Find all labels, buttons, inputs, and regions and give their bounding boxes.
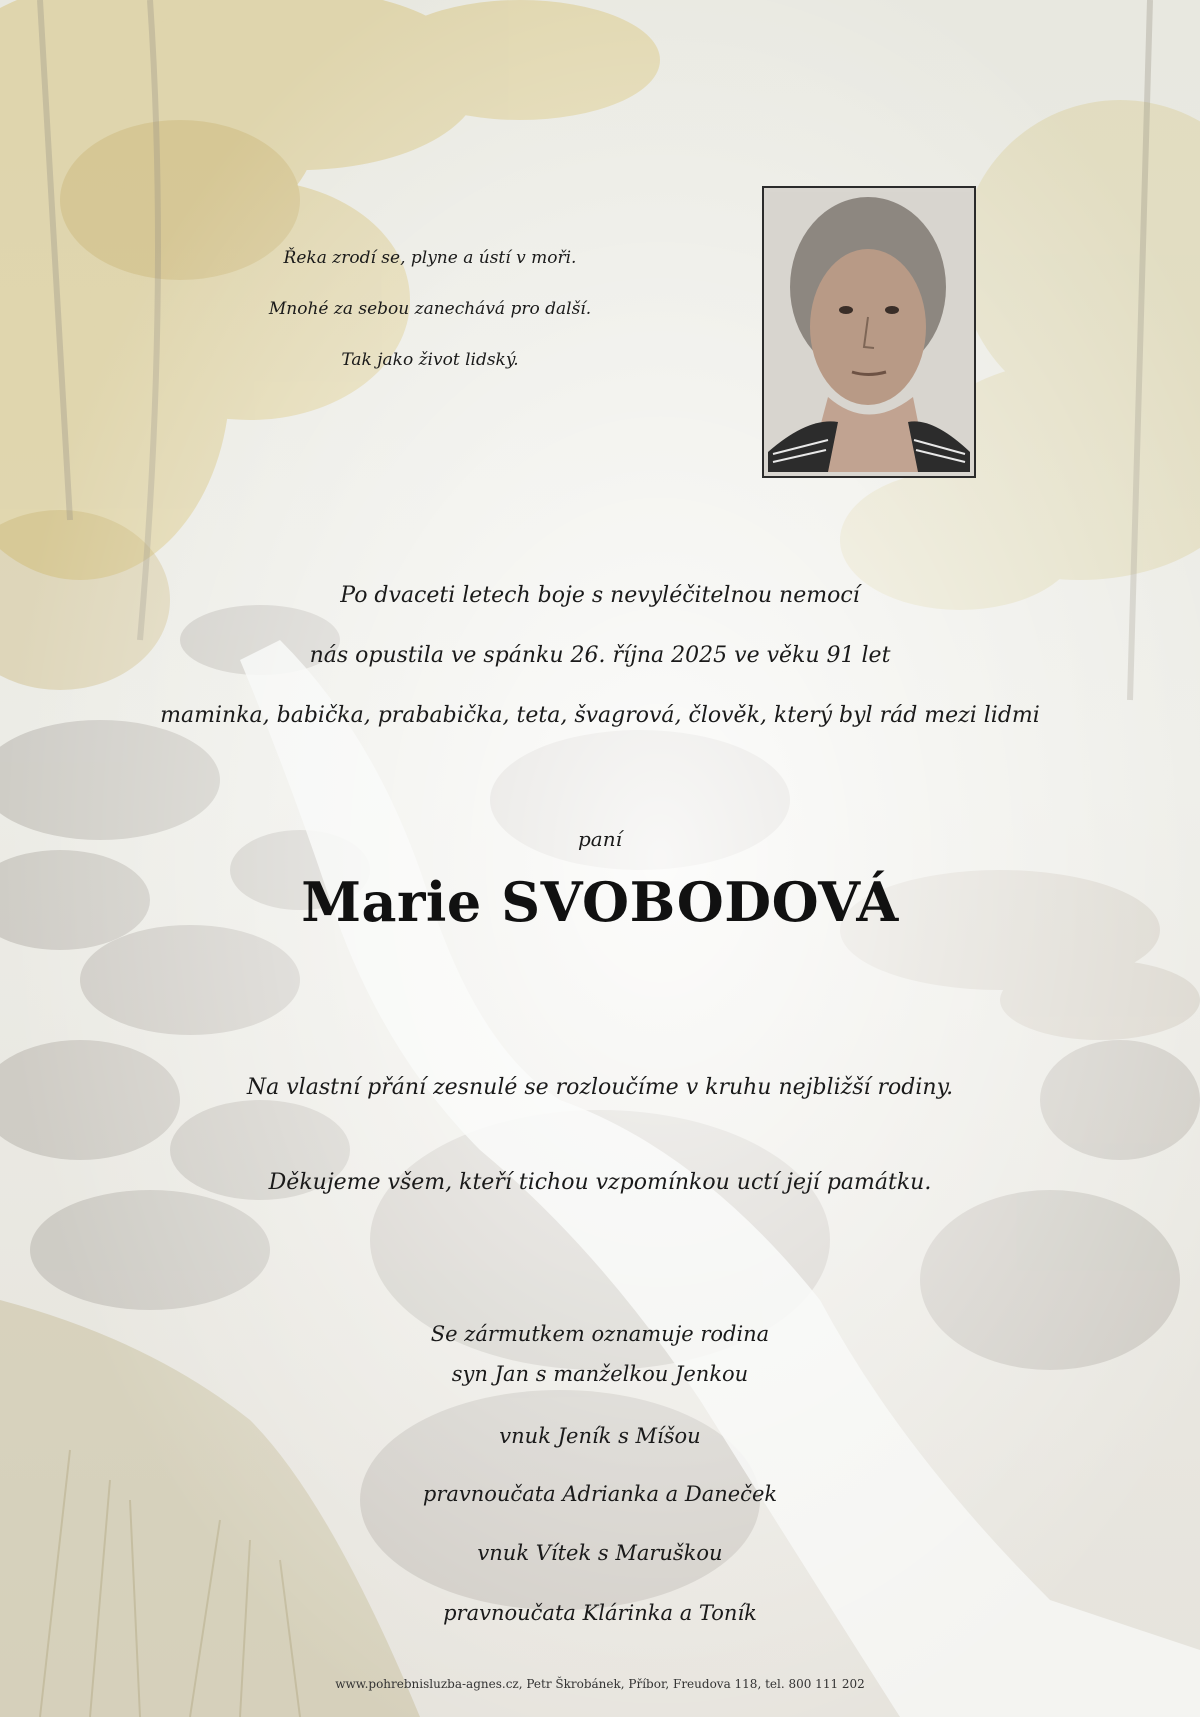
announcement-line-3: maminka, babička, prababička, teta, švagrová, člověk, který byl rád mezi lidmi	[160, 703, 1040, 728]
funeral-service-footer: www.pohrebnisluzba-agnes.cz, Petr Škrobánek, Příbor, Freudova 118, tel. 800 111 202	[335, 1677, 865, 1691]
poem	[230, 250, 630, 403]
announcement-line-1: Po dvaceti letech boje s nevyléčitelnou nemocí	[340, 583, 860, 608]
honorific: paní	[577, 827, 622, 851]
portrait-photo	[762, 186, 976, 478]
family-member: pravnoučata Adrianka a Daneček	[422, 1482, 778, 1506]
family-member: pravnoučata Klárinka a Toník	[443, 1601, 757, 1625]
family-member: syn Jan s manželkou Jenkou	[451, 1362, 749, 1386]
poem-line: Mnohé za sebou zanechává pro další.	[268, 299, 592, 319]
family-member: vnuk Jeník s Míšou	[499, 1424, 701, 1448]
farewell-line-2: Děkujeme všem, kteří tichou vzpomínkou uctí její památku.	[268, 1170, 932, 1195]
farewell-line-1: Na vlastní přání zesnulé se rozloučíme v kruhu nejbližší rodiny.	[246, 1075, 954, 1100]
poem-line: Tak jako život lidský.	[341, 350, 519, 370]
deceased-name: Marie SVOBODOVÁ	[301, 870, 899, 934]
announcement-line-2: nás opustila ve spánku 26. října 2025 ve věku 91 let	[309, 643, 891, 668]
poem-line: Řeka zrodí se, plyne a ústí v moři.	[283, 248, 577, 268]
portrait-image	[768, 192, 970, 472]
family-intro: Se zármutkem oznamuje rodina	[430, 1322, 770, 1346]
family-member: vnuk Vítek s Maruškou	[477, 1541, 723, 1565]
